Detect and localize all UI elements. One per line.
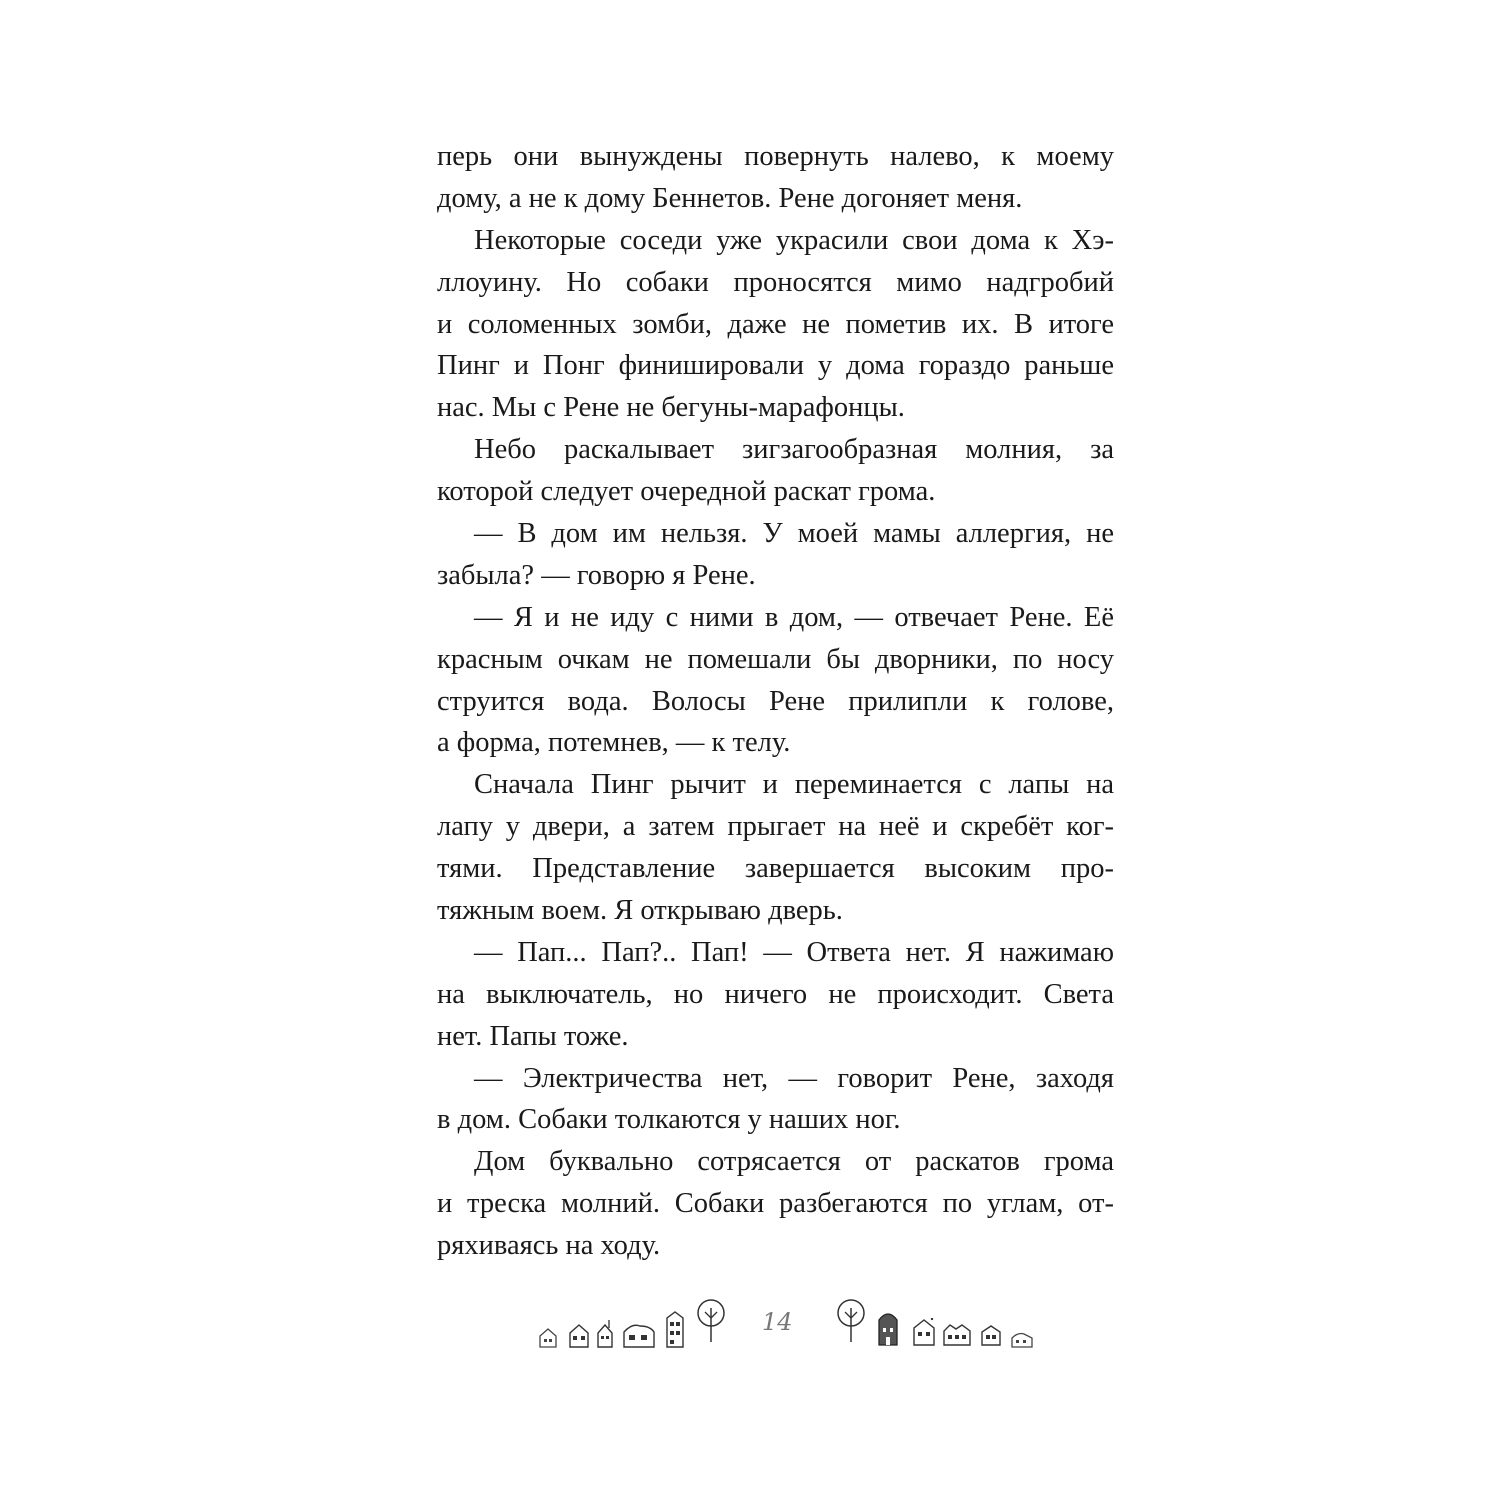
tree-icon (834, 1298, 868, 1344)
text-line: забыла? — говорю я Рене. (437, 559, 756, 591)
tree-icon (694, 1298, 728, 1344)
text-line: и треска молний. Собаки разбегаются по углам, от- (437, 1188, 1114, 1220)
text-line: нет. Папы тоже. (437, 1020, 629, 1052)
text-line: в дом. Собаки толкаются у наших ног. (437, 1104, 901, 1136)
text-line: Дом буквально сотрясается от раскатов грома (474, 1146, 1114, 1178)
text-line: и соломенных зомби, даже не пометив их. В итоге (437, 308, 1114, 340)
house-icon (980, 1324, 1002, 1346)
text-line: — Пап... Пап?.. Пап! — Ответа нет. Я нажимаю (474, 936, 1114, 968)
text-line: — В дом им нельзя. У моей мамы аллергия, не (474, 518, 1114, 550)
text-line: Пинг и Понг финишировали у дома гораздо раньше (437, 350, 1114, 382)
text-line: а форма, потемнев, — к телу. (437, 727, 791, 759)
house-icon (596, 1318, 614, 1348)
text-line: нас. Мы с Рене не бегуны-марафонцы. (437, 392, 905, 424)
house-icon (568, 1322, 590, 1348)
house-icon (664, 1310, 686, 1348)
text-line: Некоторые соседи уже украсили свои дома к Хэ- (474, 224, 1114, 256)
text-line: дому, а не к дому Беннетов. Рене догоняет меня. (437, 182, 1023, 214)
text-line: лапу у двери, а затем прыгает на неё и скребёт ког- (437, 811, 1114, 843)
house-icon (622, 1320, 656, 1348)
text-line: ряхиваясь на ходу. (437, 1230, 661, 1262)
house-icon (538, 1326, 558, 1348)
house-icon (876, 1308, 900, 1346)
text-line: Небо раскалывает зигзагообразная молния, за (474, 434, 1114, 466)
page-text (437, 136, 1114, 1267)
house-icon (912, 1318, 936, 1346)
text-line: тями. Представление завершается высоким про- (437, 853, 1114, 885)
text-line: которой следует очередной раскат грома. (437, 476, 936, 508)
house-icon (942, 1322, 972, 1346)
text-line: ллоуину. Но собаки проносятся мимо надгробий (437, 266, 1114, 298)
text-line: перь они вынуждены повернуть налево, к моему (437, 141, 1114, 172)
text-line: струится вода. Волосы Рене прилипли к голове, (437, 685, 1114, 717)
text-line: на выключатель, но ничего не происходит. Света (437, 978, 1114, 1010)
text-line: — Электричества нет, — говорит Рене, заходя (474, 1062, 1114, 1094)
text-line: — Я и не иду с ними в дом, — отвечает Рене. Её (474, 601, 1114, 633)
house-icon (1010, 1330, 1034, 1348)
text-line: Сначала Пинг рычит и переминается с лапы на (474, 769, 1114, 801)
text-line: красным очкам не помешали бы дворники, по носу (437, 643, 1114, 675)
text-line: тяжным воем. Я открываю дверь. (437, 895, 843, 927)
page-number: 14 (762, 1308, 793, 1336)
